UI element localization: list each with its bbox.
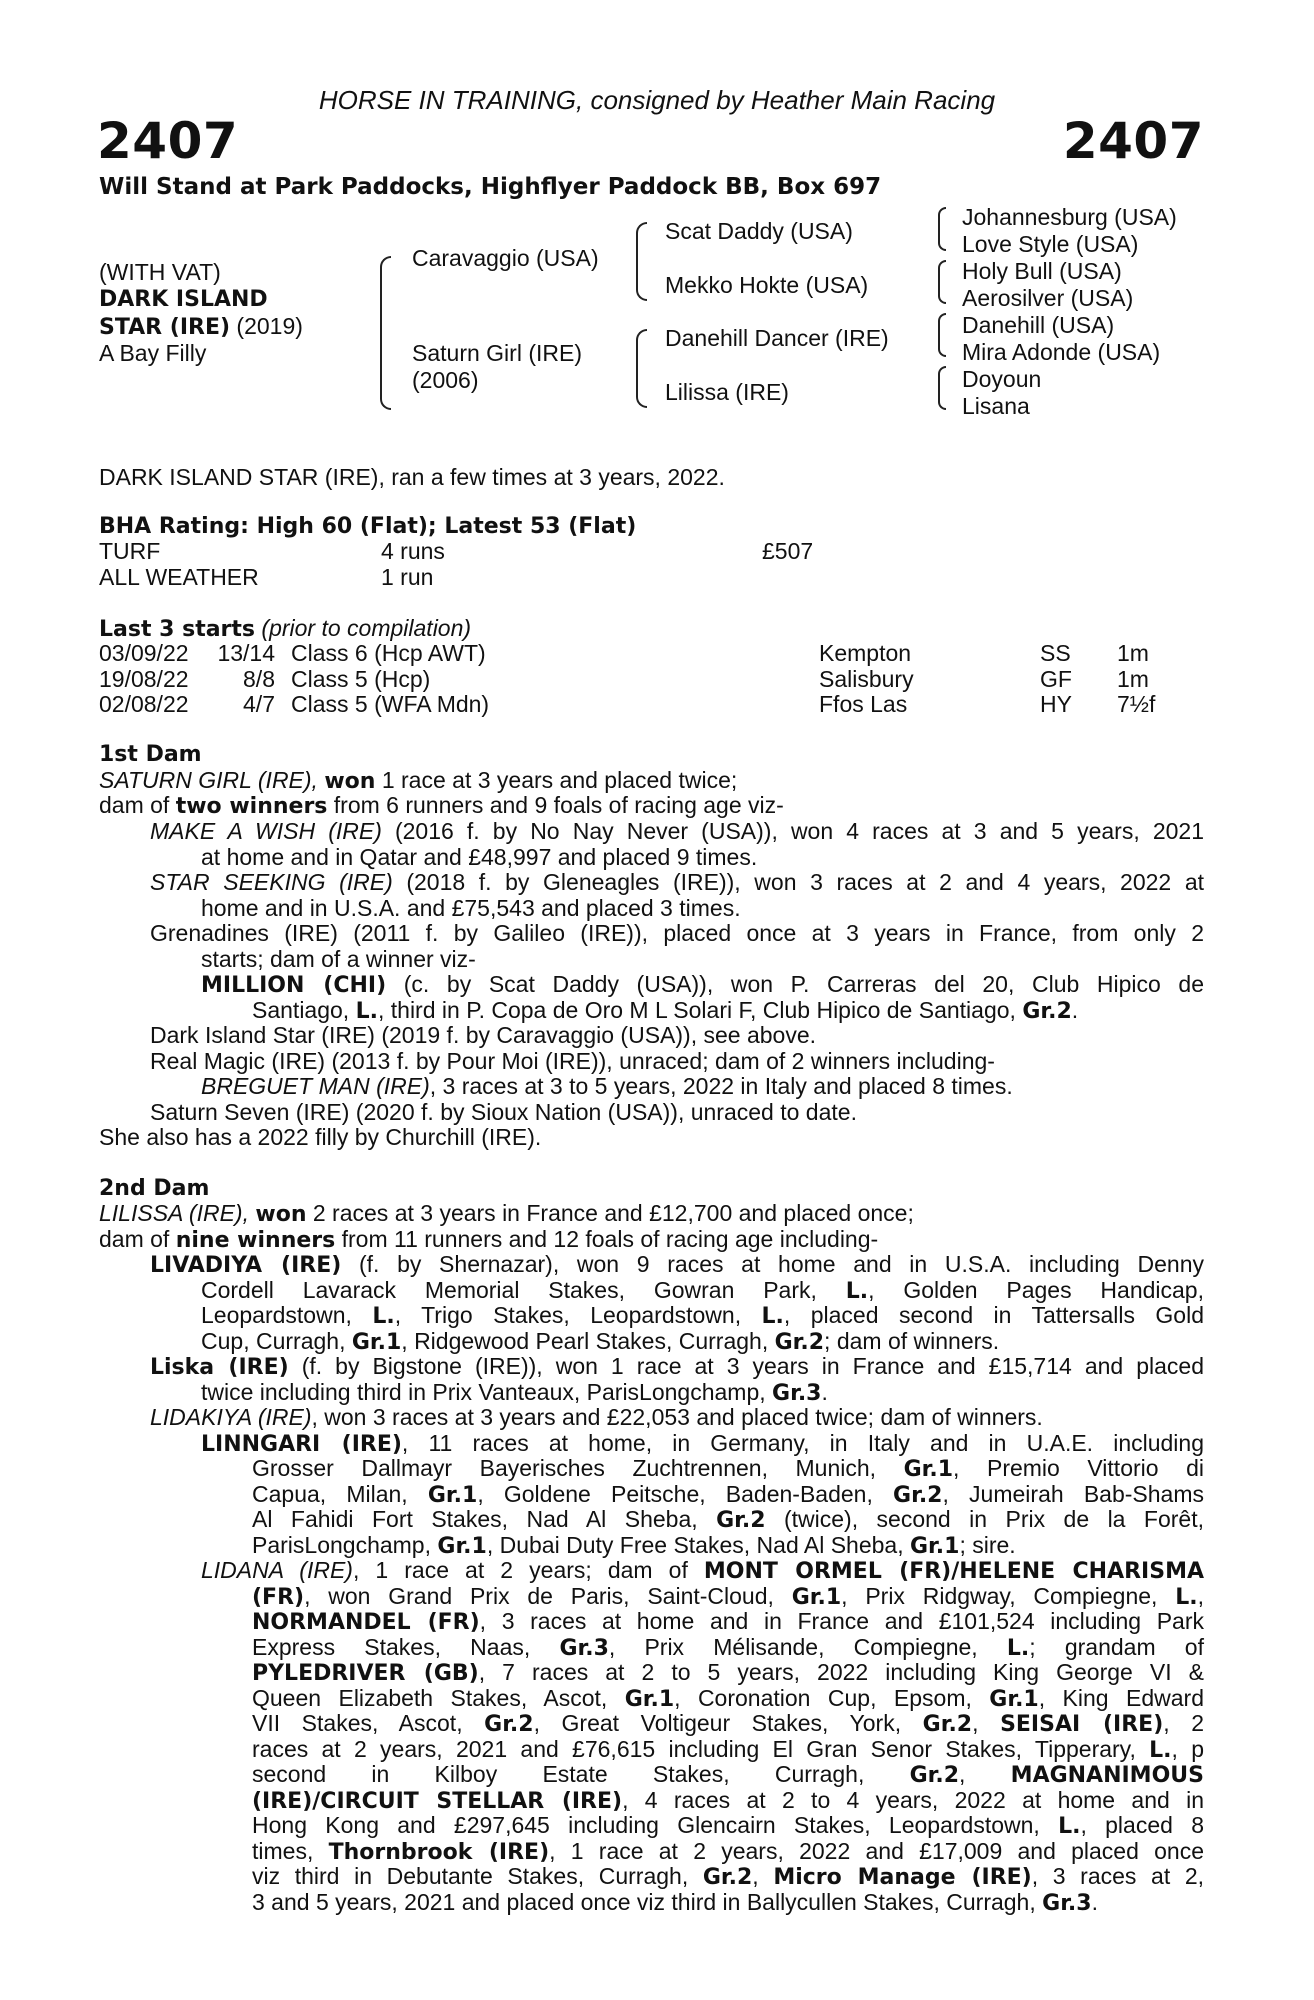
dam-dam: Lilissa (IRE) [665,379,789,405]
dam2-line: viz third in Debutante Stakes, Curragh, Gr.2, Micro Manage (IRE), 3 races at 2, [252,1863,1205,1890]
pedigree-brace-sire [636,222,647,301]
dam2-line: twice including third in Prix Vanteaux, ParisLongchamp, Gr.3. [201,1379,828,1406]
ped-sdd: Aerosilver (USA) [962,285,1134,311]
dam2-line: LINNGARI (IRE), 11 races at home, in Germany, in Italy and in U.A.E. including [201,1430,1204,1457]
sire-sire: Scat Daddy (USA) [665,218,853,244]
dam-year: (2006) [412,367,479,393]
start-class: Class 6 (Hcp AWT) [291,640,486,666]
dam2-line: Leopardstown, L., Trigo Stakes, Leopardstown, L., placed second in Tattersalls Gold [201,1302,1204,1329]
dam2-line: Capua, Milan, Gr.1, Goldene Peitsche, Baden-Baden, Gr.2, Jumeirah Bab-Shams [252,1481,1204,1508]
dam2-line: Cup, Curragh, Gr.1, Ridgewood Pearl Stakes, Curragh, Gr.2; dam of winners. [201,1328,1000,1355]
dam2-line: PYLEDRIVER (GB), 7 races at 2 to 5 years, 2022 including King George VI & [252,1659,1204,1686]
pedigree-brace-ss [938,207,946,251]
horse-name: STAR (IRE) [99,315,231,340]
dam1-line: Saturn Seven (IRE) (2020 f. by Sioux Nation (USA)), unraced to date. [150,1099,857,1125]
starts-title: Last 3 starts [99,617,256,642]
ped-sss: Johannesburg (USA) [962,204,1177,230]
dam2-line: Queen Elizabeth Stakes, Ascot, Gr.1, Coronation Cup, Epsom, Gr.1, King Edward [252,1685,1204,1712]
dam2-line: dam of nine winners from 11 runners and 12 foals of racing age including- [99,1226,879,1253]
dam2-line: LIVADIYA (IRE) (f. by Shernazar), won 9 races at home and in U.S.A. including Denny [150,1251,1204,1278]
rating-surface: TURF [99,538,161,564]
ped-ddd: Lisana [962,393,1030,419]
ped-dds: Doyoun [962,366,1042,392]
start-distance: 1m [1117,666,1149,692]
start-going: SS [1040,640,1071,666]
dam2-line: LIDAKIYA (IRE), won 3 races at 3 years and £22,053 and placed twice; dam of winners. [150,1404,1043,1430]
dam1-line: dam of two winners from 6 runners and 9 foals of racing age viz- [99,792,784,819]
rating-runs: 4 runs [381,538,445,564]
dam2-line: VII Stakes, Ascot, Gr.2, Great Voltigeur Stakes, York, Gr.2, SEISAI (IRE), 2 [252,1710,1205,1737]
dam2-line: (IRE)/CIRCUIT STELLAR (IRE), 4 races at 2 to 4 years, 2022 at home and in [252,1787,1204,1814]
ped-dsd: Mira Adonde (USA) [962,339,1161,365]
horse-name-line2 [99,313,303,341]
dam1-line: SATURN GIRL (IRE), won 1 race at 3 years and placed twice; [99,767,738,794]
dam1-title: 1st Dam [99,742,202,767]
dam1-line: Dark Island Star (IRE) (2019 f. by Caravaggio (USA)), see above. [150,1022,817,1048]
dam2-line: LILISSA (IRE), won 2 races at 3 years in France and £12,700 and placed once; [99,1200,914,1227]
dam2-line: NORMANDEL (FR), 3 races at home and in France and £101,524 including Park [252,1608,1204,1635]
dam1-line: MILLION (CHI) (c. by Scat Daddy (USA)), won P. Carreras del 20, Club Hipico de [201,971,1204,998]
dam: Saturn Girl (IRE) [412,340,582,366]
start-course: Kempton [819,640,912,666]
start-distance: 1m [1117,640,1149,666]
start-date: 19/08/22 [99,666,189,692]
dam2-line: ParisLongchamp, Gr.1, Dubai Duty Free Stakes, Nad Al Sheba, Gr.1; sire. [252,1532,1016,1559]
dam2-line: Hong Kong and £297,645 including Glencairn Stakes, Leopardstown, L., placed 8 [252,1812,1204,1839]
consignment-header: HORSE IN TRAINING, consigned by Heather Main Racing [318,85,996,115]
pedigree-brace-ds [938,313,946,357]
stand-location: Will Stand at Park Paddocks, Highflyer Paddock BB, Box 697 [99,174,882,200]
dam2-line: Liska (IRE) (f. by Bigstone (IRE)), won 1 race at 3 years in France and £15,714 and placed [150,1353,1204,1380]
start-course: Salisbury [819,666,914,692]
horse-name-line1: DARK ISLAND [99,287,268,312]
pedigree-brace-dd [938,366,946,410]
dam2-line: times, Thornbrook (IRE), 1 race at 2 years, 2022 and £17,009 and placed once [252,1838,1204,1865]
dam2-title: 2nd Dam [99,1176,210,1201]
start-position: 8/8 [243,666,275,692]
horse-description: A Bay Filly [99,340,207,366]
start-position: 4/7 [243,691,275,717]
dam2-line: Cordell Lavarack Memorial Stakes, Gowran Park, L., Golden Pages Handicap, [201,1277,1204,1304]
dam2-line: Express Stakes, Naas, Gr.3, Prix Mélisande, Compiegne, L.; grandam of [252,1634,1204,1661]
dam1-line: Grenadines (IRE) (2011 f. by Galileo (IRE)), placed once at 3 years in France, from only 2 [150,920,1204,946]
dam1-line: home and in U.S.A. and £75,543 and placed 3 times. [201,895,741,921]
dam2-line: races at 2 years, 2021 and £76,615 including El Gran Senor Stakes, Tipperary, L., p [252,1736,1204,1763]
start-course: Ffos Las [819,691,908,717]
ped-dss: Danehill (USA) [962,312,1115,338]
ped-ssd: Love Style (USA) [962,231,1139,257]
pedigree-brace-gen1 [380,256,391,410]
dam1-line: BREGUET MAN (IRE), 3 races at 3 to 5 years, 2022 in Italy and placed 8 times. [201,1073,1013,1099]
rating-runs: 1 run [381,564,434,590]
dam1-line: at home and in Qatar and £48,997 and placed 9 times. [201,844,758,870]
dam2-line: (FR), won Grand Prix de Paris, Saint-Cloud, Gr.1, Prix Ridgway, Compiegne, L., [252,1583,1205,1610]
horse-year: (2019) [230,313,303,339]
dam1-line: Santiago, L., third in P. Copa de Oro M L Solari F, Club Hipico de Santiago, Gr.2. [252,997,1079,1024]
dam2-line: Grosser Dallmayr Bayerisches Zuchtrennen, Munich, Gr.1, Premio Vittorio di [252,1455,1205,1482]
ped-sds: Holy Bull (USA) [962,258,1122,284]
starts-note: (prior to compilation) [255,615,472,641]
starts-heading [99,616,471,643]
rating-title: BHA Rating: High 60 (Flat); Latest 53 (Flat) [99,514,637,539]
dam2-line: Al Fahidi Fort Stakes, Nad Al Sheba, Gr.2 (twice), second in Prix de la Forêt, [252,1506,1204,1533]
lot-number-right: 2407 [1062,112,1204,170]
lot-number-left: 2407 [97,112,239,170]
start-class: Class 5 (WFA Mdn) [291,691,490,717]
start-going: HY [1040,691,1072,717]
sire: Caravaggio (USA) [412,245,599,271]
start-distance: 7½f [1117,691,1156,717]
dam2-line: LIDANA (IRE), 1 race at 2 years; dam of MONT ORMEL (FR)/HELENE CHARISMA [201,1557,1205,1584]
start-date: 03/09/22 [99,640,189,666]
dam1-line: She also has a 2022 filly by Churchill (IRE). [99,1124,542,1150]
vat-label: (WITH VAT) [99,259,221,285]
start-position: 13/14 [217,640,275,666]
start-date: 02/08/22 [99,691,189,717]
dam1-line: MAKE A WISH (IRE) (2016 f. by No Nay Never (USA)), won 4 races at 3 and 5 years, 2021 [150,818,1204,844]
dam2-line: 3 and 5 years, 2021 and placed once viz third in Ballycullen Stakes, Curragh, Gr.3. [252,1889,1098,1916]
sire-dam: Mekko Hokte (USA) [665,272,869,298]
dam1-line: Real Magic (IRE) (2013 f. by Pour Moi (IRE)), unraced; dam of 2 winners including- [150,1048,995,1074]
dam1-line: STAR SEEKING (IRE) (2018 f. by Gleneagles (IRE)), won 3 races at 2 and 4 years, 2022 at [150,869,1205,895]
pedigree-brace-sd [938,260,946,304]
start-class: Class 5 (Hcp) [291,666,431,692]
race-summary: DARK ISLAND STAR (IRE), ran a few times at 3 years, 2022. [99,464,725,490]
pedigree-brace-dam [636,329,647,408]
dam-sire: Danehill Dancer (IRE) [665,325,889,351]
rating-prize: £507 [762,538,814,564]
start-going: GF [1040,666,1072,692]
dam2-line: second in Kilboy Estate Stakes, Curragh, Gr.2, MAGNANIMOUS [252,1761,1204,1788]
rating-surface: ALL WEATHER [99,564,259,590]
dam1-line: starts; dam of a winner viz- [201,946,476,972]
